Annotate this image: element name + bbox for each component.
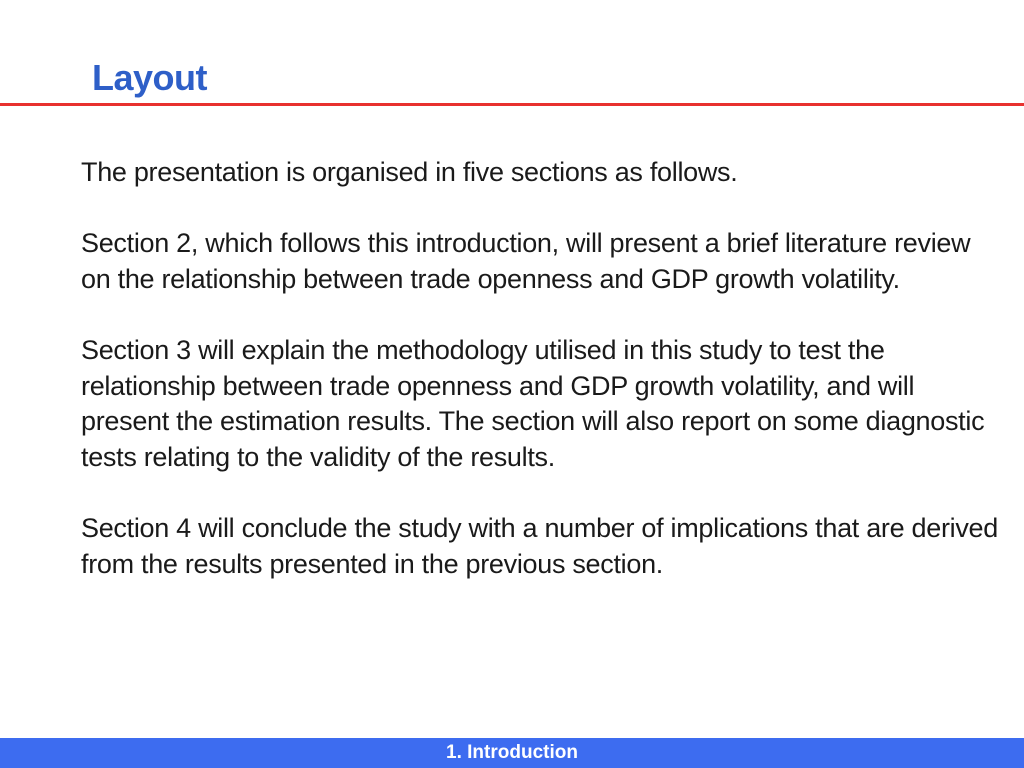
- slide-title: Layout: [92, 57, 208, 98]
- body-paragraph-section-3: Section 3 will explain the methodology utilised in this study to test the relationship between trade openness and GDP growth volatility, and will present the estimation results. The section will also report on some diagnostic tests relating to the validity of the results.: [81, 334, 985, 472]
- slide-body: [81, 155, 1001, 582]
- footer-section-label: 1. Introduction: [446, 742, 578, 763]
- footer-bar: [0, 738, 1024, 768]
- body-paragraph-intro: The presentation is organised in five sections as follows.: [81, 157, 738, 187]
- body-paragraph-section-4: Section 4 will conclude the study with a number of implications that are derived from the results presented in the previous section.: [81, 512, 998, 579]
- title-divider: [0, 103, 1024, 106]
- body-paragraph-section-2: Section 2, which follows this introduction, will present a brief literature review on the relationship between trade openness and GDP growth volatility.: [81, 228, 971, 294]
